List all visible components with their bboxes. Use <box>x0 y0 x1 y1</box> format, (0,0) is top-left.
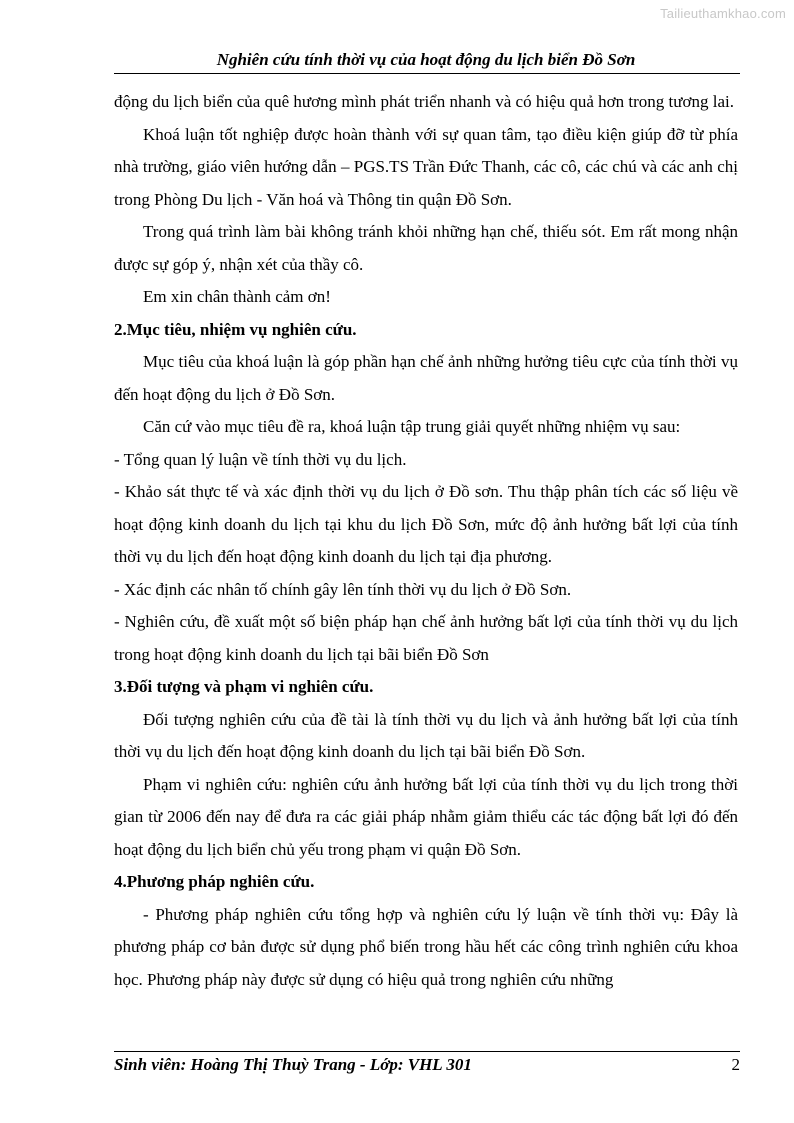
paragraph: động du lịch biển của quê hương mình phát triển nhanh và có hiệu quả hơn trong tương lai. <box>114 92 734 111</box>
page-header-title: Nghiên cứu tính thời vụ của hoạt động du lịch biển Đồ Sơn <box>216 50 636 69</box>
list-item: - Khảo sát thực tế và xác định thời vụ du lịch ở Đồ sơn. Thu thập phân tích các số liệu về hoạt động kinh doanh du lịch tại khu du lịch Đồ Sơn, mức độ ảnh hưởng bất lợi của tính thời vụ du lịch đến hoạt động kinh doanh du lịch tại địa phương. <box>114 482 738 566</box>
watermark: Tailieuthamkhao.com <box>660 6 786 21</box>
paragraph: Khoá luận tốt nghiệp được hoàn thành với sự quan tâm, tạo điều kiện giúp đỡ từ phía nhà trường, giáo viên hướng dẫn – PGS.TS Trần Đức Thanh, các cô, các chú và các anh chị trong Phòng Du lịch - Văn hoá và Thông tin quận Đồ Sơn. <box>114 124 738 209</box>
paragraph: Phạm vi nghiên cứu: nghiên cứu ảnh hưởng bất lợi của tính thời vụ du lịch trong thời gian từ 2006 đến nay để đưa ra các giải pháp nhằm giảm thiểu các tác động bất lợi đó đến hoạt động du lịch biển chủ yếu trong phạm vi quận Đồ Sơn. <box>114 774 738 859</box>
list-item: - Nghiên cứu, đề xuất một số biện pháp hạn chế ảnh hưởng bất lợi của tính thời vụ du lịch trong hoạt động kinh doanh du lịch tại bãi biển Đồ Sơn <box>114 612 738 664</box>
paragraph: Căn cứ vào mục tiêu đề ra, khoá luận tập trung giải quyết những nhiệm vụ sau: <box>143 417 681 436</box>
header-divider <box>114 73 740 74</box>
section-heading: 2.Mục tiêu, nhiệm vụ nghiên cứu. <box>114 319 357 339</box>
list-item: - Xác định các nhân tố chính gây lên tính thời vụ du lịch ở Đồ Sơn. <box>114 579 572 599</box>
section-heading: 4.Phương pháp nghiên cứu. <box>114 872 315 891</box>
document-body <box>114 86 738 996</box>
footer-divider <box>114 1051 740 1052</box>
paragraph: Đối tượng nghiên cứu của đề tài là tính thời vụ du lịch và ảnh hưởng bất lợi của tính thời vụ du lịch đến hoạt động kinh doanh du lịch tại bãi biển Đồ Sơn. <box>114 709 738 761</box>
footer-author: Sinh viên: Hoàng Thị Thuỳ Trang - Lớp: VHL 301 <box>114 1055 472 1074</box>
section-heading: 3.Đối tượng và phạm vi nghiên cứu. <box>114 677 374 696</box>
paragraph: - Phương pháp nghiên cứu tổng hợp và nghiên cứu lý luận về tính thời vụ: Đây là phương pháp cơ bản được sử dụng phổ biến trong hầu hết các công trình nghiên cứu khoa học. Phương pháp này được sử dụng có hiệu quả trong nghiên cứu những <box>114 904 738 989</box>
page-number: 2 <box>731 1055 740 1074</box>
paragraph: Mục tiêu của khoá luận là góp phần hạn chế ảnh những hưởng tiêu cực của tính thời vụ đến hoạt động du lịch ở Đồ Sơn. <box>114 352 738 404</box>
list-item: - Tổng quan lý luận về tính thời vụ du lịch. <box>114 449 407 469</box>
paragraph: Trong quá trình làm bài không tránh khỏi những hạn chế, thiếu sót. Em rất mong nhận được sự góp ý, nhận xét của thầy cô. <box>114 222 738 274</box>
paragraph: Em xin chân thành cảm ơn! <box>143 287 331 306</box>
